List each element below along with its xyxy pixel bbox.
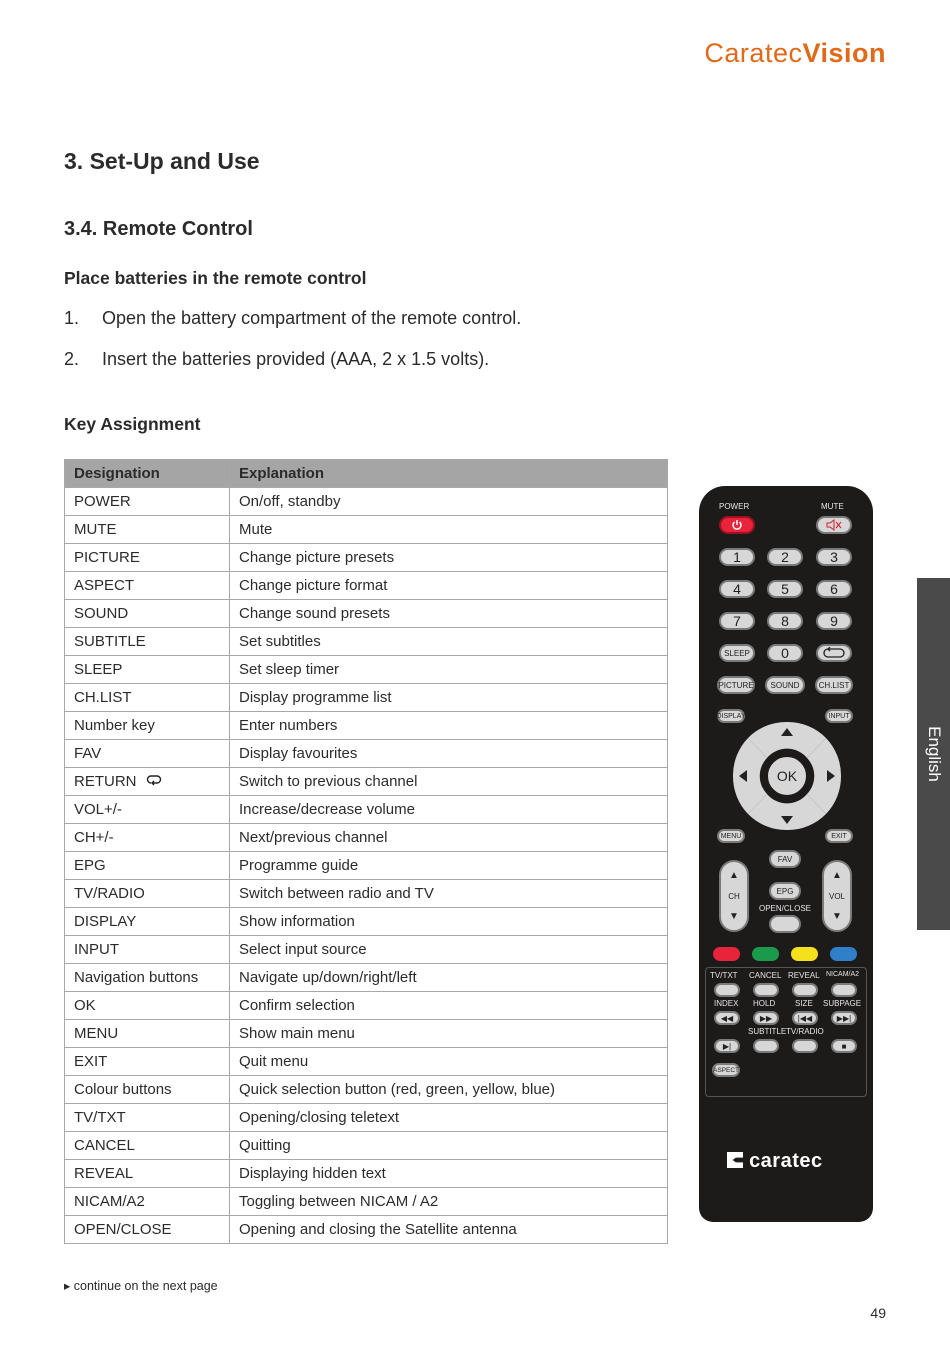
reveal-label: REVEAL: [788, 971, 820, 980]
table-row: [65, 1160, 668, 1188]
tvradio-label: TV/RADIO: [786, 1027, 824, 1036]
designation-cell: [65, 600, 230, 628]
return-icon: [145, 771, 163, 793]
remote-logo: [727, 1150, 823, 1173]
designation-text: Colour buttons: [74, 1081, 172, 1098]
navigation-pad: [731, 720, 843, 832]
table-row: [65, 656, 668, 684]
power-label: POWER: [719, 502, 750, 511]
chlist-button: CH.LIST: [815, 676, 853, 694]
digit-5-button: 5: [767, 580, 803, 598]
designation-text: FAV: [74, 745, 102, 762]
explanation-cell: Change sound presets: [230, 600, 668, 628]
designation-cell: [65, 796, 230, 824]
designation-text: MENU: [74, 1025, 119, 1042]
designation-cell: [65, 880, 230, 908]
explanation-cell: Display favourites: [230, 740, 668, 768]
designation-cell: [65, 992, 230, 1020]
header-designation: Designation: [65, 460, 230, 488]
table-row: [65, 908, 668, 936]
footnote-text: continue on the next page: [73, 1279, 218, 1293]
ch-up-icon: ▲: [729, 870, 739, 881]
digit-6-button: 6: [816, 580, 852, 598]
explanation-cell: Next/previous channel: [230, 824, 668, 852]
designation-text: OPEN/CLOSE: [74, 1221, 172, 1238]
explanation-cell: Show main menu: [230, 1020, 668, 1048]
caratec-logo-icon: [727, 1152, 743, 1168]
designation-text: CH+/-: [74, 829, 114, 846]
tvradio-button: [792, 1039, 818, 1053]
table-row: [65, 488, 668, 516]
designation-cell: [65, 908, 230, 936]
brand-logo: [704, 38, 886, 69]
designation-cell: [65, 712, 230, 740]
mute-label: MUTE: [821, 502, 844, 511]
ok-button-label: OK: [776, 768, 798, 784]
explanation-cell: Navigate up/down/right/left: [230, 964, 668, 992]
designation-cell: [65, 1160, 230, 1188]
designation-text: ASPECT: [74, 577, 135, 594]
table-row: [65, 572, 668, 600]
designation-text: INPUT: [74, 941, 119, 958]
explanation-cell: Displaying hidden text: [230, 1160, 668, 1188]
table-row: [65, 1216, 668, 1244]
display-button: DISPLAY: [717, 709, 745, 723]
designation-cell: [65, 544, 230, 572]
sound-button: SOUND: [765, 676, 805, 694]
designation-cell: [65, 964, 230, 992]
table-row: [65, 740, 668, 768]
table-row: [65, 712, 668, 740]
designation-text: SLEEP: [74, 661, 123, 678]
table-row: [65, 880, 668, 908]
cancel-button: [753, 983, 779, 997]
teletext-panel: [705, 967, 867, 1097]
explanation-cell: Quitting: [230, 1132, 668, 1160]
digit-7-button: 7: [719, 612, 755, 630]
step-text: Open the battery compartment of the remote control.: [102, 308, 522, 328]
tvtxt-label: TV/TXT: [710, 971, 738, 980]
table-row: [65, 1104, 668, 1132]
battery-steps: [64, 308, 704, 390]
designation-cell: [65, 824, 230, 852]
yellow-button: [791, 947, 818, 961]
explanation-cell: Display programme list: [230, 684, 668, 712]
index-label: INDEX: [714, 999, 739, 1008]
step-text: Insert the batteries provided (AAA, 2 x 1.5 volts).: [102, 349, 490, 369]
designation-text: POWER: [74, 493, 131, 510]
designation-text: MUTE: [74, 521, 117, 538]
nicam-label: NICAM/A2: [826, 971, 860, 978]
digit-9-button: 9: [816, 612, 852, 630]
table-row: [65, 1020, 668, 1048]
designation-cell: [65, 740, 230, 768]
subtitle-button: [753, 1039, 779, 1053]
explanation-cell: Programme guide: [230, 852, 668, 880]
designation-text: REVEAL: [74, 1165, 134, 1182]
digit-1-button: 1: [719, 548, 755, 566]
designation-text: EPG: [74, 857, 106, 874]
designation-text: TV/RADIO: [74, 885, 145, 902]
explanation-cell: Set subtitles: [230, 628, 668, 656]
red-button: [713, 947, 740, 961]
explanation-cell: Change picture format: [230, 572, 668, 600]
designation-text: RETURN: [74, 772, 137, 790]
aspect-button: ASPECT: [712, 1063, 740, 1077]
explanation-cell: Switch to previous channel: [230, 768, 668, 796]
return-icon: [816, 644, 852, 662]
designation-text: CANCEL: [74, 1137, 135, 1154]
designation-cell: [65, 1104, 230, 1132]
section-heading: 3. Set-Up and Use: [64, 148, 260, 174]
key-assignment-heading: Key Assignment: [64, 414, 201, 434]
digit-0-button: 0: [767, 644, 803, 662]
subtitle-label: SUBTITLE: [748, 1027, 787, 1036]
language-tab: [917, 578, 950, 930]
explanation-cell: Set sleep timer: [230, 656, 668, 684]
designation-text: TV/TXT: [74, 1109, 126, 1126]
fav-button: FAV: [769, 850, 801, 868]
designation-text: DISPLAY: [74, 913, 137, 930]
designation-cell: [65, 684, 230, 712]
fast-forward-icon: ▶▶: [753, 1011, 779, 1025]
brand-bold: Vision: [802, 38, 886, 68]
table-row: [65, 1048, 668, 1076]
exit-button: EXIT: [825, 829, 853, 843]
designation-text: OK: [74, 997, 96, 1014]
designation-cell: [65, 656, 230, 684]
vol-up-icon: ▲: [832, 870, 842, 881]
key-assignment-table: [64, 459, 668, 1244]
explanation-cell: Toggling between NICAM / A2: [230, 1188, 668, 1216]
hold-label: HOLD: [753, 999, 776, 1008]
table-row: [65, 1132, 668, 1160]
size-label: SIZE: [795, 999, 813, 1008]
vol-down-icon: ▼: [832, 911, 842, 922]
designation-cell: [65, 1020, 230, 1048]
explanation-cell: Quit menu: [230, 1048, 668, 1076]
table-row: [65, 992, 668, 1020]
digit-3-button: 3: [816, 548, 852, 566]
openclose-label: OPEN/CLOSE: [759, 904, 812, 913]
explanation-cell: Confirm selection: [230, 992, 668, 1020]
play-pause-icon: ▶|: [714, 1039, 740, 1053]
digit-2-button: 2: [767, 548, 803, 566]
digit-8-button: 8: [767, 612, 803, 630]
explanation-cell: Select input source: [230, 936, 668, 964]
explanation-cell: Switch between radio and TV: [230, 880, 668, 908]
designation-text: SUBTITLE: [74, 633, 146, 650]
epg-button: EPG: [769, 882, 801, 900]
designation-cell: [65, 768, 230, 796]
input-button: INPUT: [825, 709, 853, 723]
step-2: [64, 349, 704, 390]
explanation-cell: Enter numbers: [230, 712, 668, 740]
reveal-button: [792, 983, 818, 997]
language-label: English: [924, 726, 944, 782]
previous-icon: |◀◀: [792, 1011, 818, 1025]
page-number: 49: [870, 1305, 886, 1321]
table-row: [65, 1076, 668, 1104]
designation-text: CH.LIST: [74, 689, 132, 706]
step-number: 1.: [64, 308, 80, 328]
table-row: [65, 852, 668, 880]
table-row: [65, 684, 668, 712]
designation-text: Number key: [74, 717, 155, 734]
vol-label: VOL: [828, 891, 845, 901]
blue-button: [830, 947, 857, 961]
footnote: [64, 1278, 218, 1293]
explanation-cell: Opening/closing teletext: [230, 1104, 668, 1132]
designation-cell: [65, 572, 230, 600]
batteries-heading: Place batteries in the remote control: [64, 268, 367, 288]
subpage-label: SUBPAGE: [823, 999, 862, 1008]
designation-cell: [65, 1076, 230, 1104]
menu-button: MENU: [717, 829, 745, 843]
explanation-cell: Opening and closing the Satellite antenna: [230, 1216, 668, 1244]
designation-cell: [65, 852, 230, 880]
explanation-cell: Change picture presets: [230, 544, 668, 572]
table-row: [65, 824, 668, 852]
subsection-heading: 3.4. Remote Control: [64, 218, 253, 240]
table-row: [65, 516, 668, 544]
ch-label: CH: [728, 891, 740, 901]
designation-cell: [65, 1216, 230, 1244]
brand-prefix: Caratec: [704, 38, 803, 68]
explanation-cell: Quick selection button (red, green, yellow, blue): [230, 1076, 668, 1104]
table-row: [65, 1188, 668, 1216]
triangle-icon: ▸: [64, 1279, 71, 1293]
header-explanation: Explanation: [230, 460, 668, 488]
explanation-cell: Show information: [230, 908, 668, 936]
remote-logo-text: caratec: [749, 1150, 823, 1172]
designation-cell: [65, 628, 230, 656]
stop-icon: ■: [831, 1039, 857, 1053]
table-row: [65, 600, 668, 628]
digit-4-button: 4: [719, 580, 755, 598]
designation-cell: [65, 1132, 230, 1160]
designation-cell: [65, 1048, 230, 1076]
rewind-icon: ◀◀: [714, 1011, 740, 1025]
designation-cell: [65, 936, 230, 964]
ch-rocker: [719, 860, 749, 932]
picture-button: PICTURE: [717, 676, 755, 694]
table-header-row: [65, 460, 668, 488]
table-row: [65, 964, 668, 992]
designation-text: Navigation buttons: [74, 969, 199, 986]
designation-text: EXIT: [74, 1053, 108, 1070]
tvtxt-button: [714, 983, 740, 997]
power-icon: [719, 516, 755, 534]
table-body: [65, 488, 668, 1244]
designation-cell: [65, 1188, 230, 1216]
green-button: [752, 947, 779, 961]
table-row: [65, 796, 668, 824]
ch-down-icon: ▼: [729, 911, 739, 922]
mute-icon: [816, 516, 852, 534]
designation-text: SOUND: [74, 605, 129, 622]
designation-cell: [65, 516, 230, 544]
cancel-label: CANCEL: [749, 971, 782, 980]
explanation-cell: Increase/decrease volume: [230, 796, 668, 824]
vol-rocker: [822, 860, 852, 932]
step-1: [64, 308, 704, 349]
table-row: [65, 936, 668, 964]
table-row: [65, 628, 668, 656]
openclose-button: [769, 915, 801, 933]
next-icon: ▶▶|: [831, 1011, 857, 1025]
table-row: [65, 544, 668, 572]
designation-text: NICAM/A2: [74, 1193, 145, 1210]
explanation-cell: Mute: [230, 516, 668, 544]
designation-text: PICTURE: [74, 549, 140, 566]
designation-text: VOL+/-: [74, 801, 122, 818]
table-row: [65, 768, 668, 796]
sleep-button: SLEEP: [719, 644, 755, 662]
remote-control-image: [699, 486, 873, 1222]
nicam-button: [831, 983, 857, 997]
designation-cell: [65, 488, 230, 516]
step-number: 2.: [64, 349, 80, 369]
explanation-cell: On/off, standby: [230, 488, 668, 516]
